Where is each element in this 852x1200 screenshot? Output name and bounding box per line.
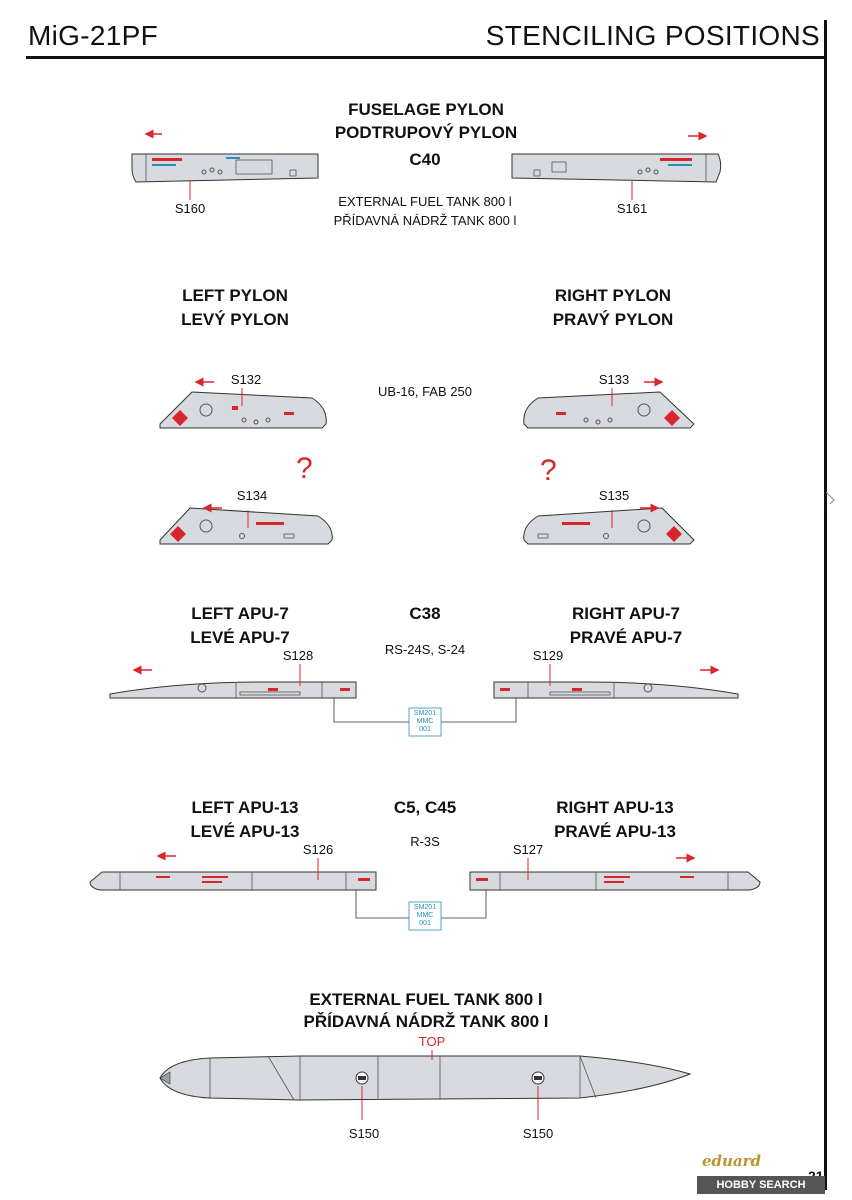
fuselage-pylon-title-en: FUSELAGE PYLON bbox=[348, 100, 504, 119]
fuselage-pylon-code: C40 bbox=[409, 150, 441, 169]
right-apu13-title-cz: PRAVÉ APU-13 bbox=[554, 822, 676, 841]
apu13-load-note: R-3S bbox=[410, 834, 440, 849]
apu7-mmc-line2: MMC bbox=[416, 718, 434, 725]
stencil-label-s128: S128 bbox=[282, 648, 314, 663]
apu7-mmc-line3: 001 bbox=[419, 726, 431, 733]
eduard-logo: eduard bbox=[702, 1152, 762, 1170]
apu7-mmc-line1: SM201 bbox=[413, 710, 437, 717]
question-mark-right: ? bbox=[540, 454, 557, 487]
left-apu7-title-en: LEFT APU-7 bbox=[191, 604, 289, 623]
apu13-right-connector bbox=[441, 890, 486, 918]
stencil-label-s150-left: S150 bbox=[348, 1126, 380, 1141]
left-apu13-title-cz: LEVÉ APU-13 bbox=[190, 822, 300, 841]
hobby-search-watermark: HOBBY SEARCH bbox=[697, 1176, 825, 1194]
stencil-label-s150-right: S150 bbox=[522, 1126, 554, 1141]
right-apu13-part bbox=[470, 872, 760, 890]
stencil-label-s133: S133 bbox=[598, 372, 630, 387]
apu13-code: C5, C45 bbox=[393, 798, 457, 817]
right-apu13-title-en: RIGHT APU-13 bbox=[556, 798, 674, 817]
model-title: MiG-21PF bbox=[28, 20, 158, 51]
fuselage-pylon-note-cz: PŘÍDAVNÁ NÁDRŽ TANK 800 l bbox=[333, 213, 517, 228]
section-title: STENCILING POSITIONS bbox=[485, 20, 820, 51]
left-pylon-title-cz: LEVÝ PYLON bbox=[181, 310, 289, 329]
fuel-tank-title-cz: PŘÍDAVNÁ NÁDRŽ TANK 800 l bbox=[303, 1012, 549, 1031]
right-apu7-part bbox=[494, 682, 738, 698]
pylon-load-note: UB-16, FAB 250 bbox=[378, 384, 472, 399]
stencil-label-s134: S134 bbox=[236, 488, 268, 503]
stencil-label-s160: S160 bbox=[174, 201, 206, 216]
stencil-label-s126: S126 bbox=[302, 842, 334, 857]
fuselage-pylon-title-cz: PODTRUPOVÝ PYLON bbox=[334, 123, 518, 142]
stencil-label-s129: S129 bbox=[532, 648, 564, 663]
apu13-mmc-line3: 001 bbox=[419, 920, 431, 927]
apu13-mmc-line2: MMC bbox=[416, 912, 434, 919]
fuel-tank-top-label: TOP bbox=[418, 1034, 446, 1049]
right-pylon-title-en: RIGHT PYLON bbox=[554, 286, 672, 305]
right-pylon-title-cz: PRAVÝ PYLON bbox=[552, 310, 674, 329]
right-apu7-title-en: RIGHT APU-7 bbox=[572, 604, 680, 623]
apu7-code: C38 bbox=[409, 604, 441, 623]
apu7-left-connector bbox=[334, 698, 409, 722]
left-apu7-part bbox=[110, 682, 356, 698]
stencil-label-s127: S127 bbox=[512, 842, 544, 857]
left-apu7-title-cz: LEVÉ APU-7 bbox=[190, 628, 290, 647]
stencil-label-s132: S132 bbox=[230, 372, 262, 387]
fuselage-pylon-right-part bbox=[512, 154, 721, 182]
question-mark-left: ? bbox=[296, 452, 313, 485]
left-pylon-s132-part bbox=[160, 392, 326, 428]
apu7-right-connector bbox=[441, 698, 516, 722]
left-pylon-title-en: LEFT PYLON bbox=[182, 286, 288, 305]
left-apu13-part bbox=[90, 872, 376, 890]
stencil-label-s135: S135 bbox=[598, 488, 630, 503]
right-pylon-s133-part bbox=[524, 392, 694, 428]
apu13-mmc-line1: SM201 bbox=[413, 904, 437, 911]
fuselage-pylon-left-part bbox=[132, 154, 318, 182]
apu7-load-note: RS-24S, S-24 bbox=[384, 642, 466, 657]
right-apu7-title-cz: PRAVÉ APU-7 bbox=[569, 628, 683, 647]
left-pylon-s134-part bbox=[160, 508, 332, 544]
fuselage-pylon-note-en: EXTERNAL FUEL TANK 800 l bbox=[338, 194, 512, 209]
apu13-left-connector bbox=[356, 890, 409, 918]
right-pylon-s135-part bbox=[524, 508, 694, 544]
left-apu13-title-en: LEFT APU-13 bbox=[191, 798, 299, 817]
fuel-tank-part bbox=[160, 1056, 690, 1100]
stencil-label-s161: S161 bbox=[616, 201, 648, 216]
apu7-mmc-label bbox=[409, 710, 441, 734]
fuel-tank-title-en: EXTERNAL FUEL TANK 800 l bbox=[309, 990, 543, 1009]
apu13-mmc-label bbox=[409, 904, 441, 928]
